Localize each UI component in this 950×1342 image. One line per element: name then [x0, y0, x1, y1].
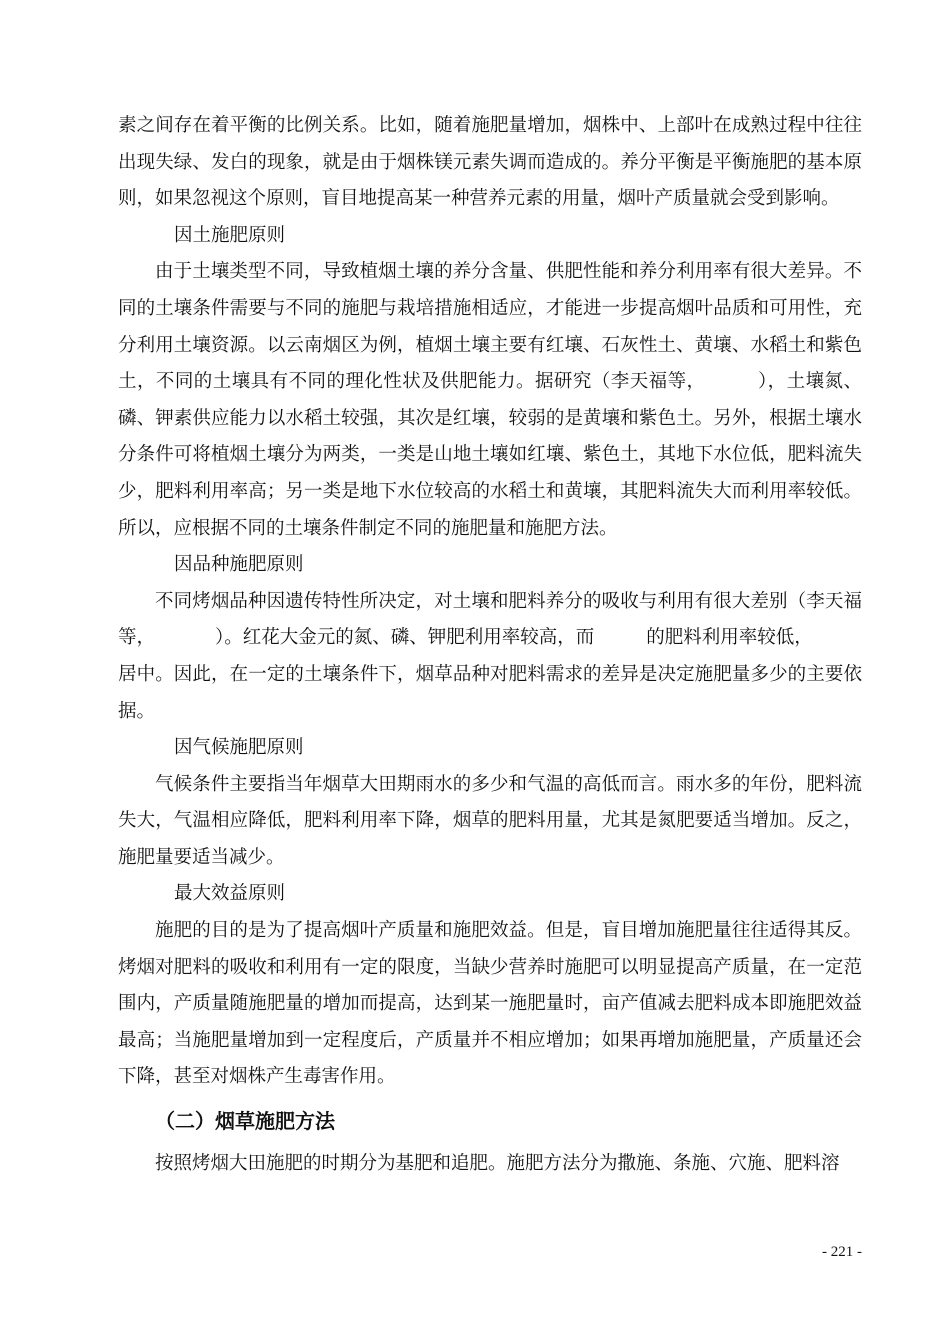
variety-text-part-2: ）。红花大金元的氮、磷、钾肥利用率较高，而: [215, 627, 595, 649]
variety-text-part-1: 不同烤烟品种因遗传特性所决定，对土壤和肥料养分的吸收与利用有很大差别（李天福等，: [118, 590, 862, 649]
variety-text-part-3: 的肥料利用率较低，: [646, 627, 813, 649]
soil-text-part-1: 由于土壤类型不同，导致植烟土壤的养分含量、供肥性能和养分利用率有很大差异。不同的土壤条件需要与不同的施肥与栽培措施相适应，才能进一步提高烟叶品质和可用性，充分利用土壤资源。以云南烟区为例，植烟土壤主要有红壤、石灰性土、黄壤、水稻土和紫色土，不同的土壤具有不同的理化性状及供肥能力。据研究（李天福等，: [118, 261, 862, 393]
paragraph-climate-principle: 气候条件主要指当年烟草大田期雨水的多少和气温的高低而言。雨水多的年份，肥料流失大，气温相应降低，肥料利用率下降，烟草的肥料用量，尤其是氮肥要适当增加。反之，施肥量要适当减少。: [118, 773, 862, 868]
paragraph-soil-principle: [118, 254, 862, 547]
page-number: - 221 -: [822, 1244, 862, 1260]
section-title-fertilization-methods: （二）烟草施肥方法: [155, 1109, 335, 1134]
subheading-variety-principle: 因品种施肥原则: [174, 554, 304, 576]
paragraph-balance-principle: 素之间存在着平衡的比例关系。比如，随着施肥量增加，烟株中、上部叶在成熟过程中往往出现失绿、发白的现象，就是由于烟株镁元素失调而造成的。养分平衡是平衡施肥的基本原则，如果忽视这个原则，盲目地提高某一种营养元素的用量，烟叶产质量就会受到影响。: [118, 115, 862, 210]
variety-text-part-4: 居中。因此，在一定的土壤条件下，烟草品种对肥料需求的差异是决定施肥量多少的主要依据。: [118, 663, 862, 722]
subheading-max-benefit-principle: 最大效益原则: [174, 883, 286, 905]
paragraph-max-benefit-principle: 施肥的目的是为了提高烟叶产质量和施肥效益。但是，盲目增加施肥量往往适得其反。烤烟对肥料的吸收和利用有一定的限度，当缺少营养时施肥可以明显提高产质量，在一定范围内，产质量随施肥量的增加而提高，达到某一施肥量时，亩产值减去肥料成本即施肥效益最高；当施肥量增加到一定程度后，产质量并不相应增加；如果再增加施肥量，产质量还会下降，甚至对烟株产生毒害作用。: [118, 920, 862, 1088]
paragraph-variety-principle: [118, 584, 862, 730]
subheading-soil-principle: 因土施肥原则: [174, 224, 286, 246]
subheading-climate-principle: 因气候施肥原则: [174, 737, 304, 759]
paragraph-fertilization-methods: 按照烤烟大田施肥的时期分为基肥和追肥。施肥方法分为撒施、条施、穴施、肥料溶: [155, 1153, 840, 1175]
soil-text-part-2: ），土壤氮、磷、钾素供应能力以水稻土较强，其次是红壤，较弱的是黄壤和紫色土。另外，根据土壤水分条件可将植烟土壤分为两类，一类是山地土壤如红壤、紫色土，其地下水位低，肥料流失少，肥料利用率高；另一类是地下水位较高的水稻土和黄壤，其肥料流失大而利用率较低。所以，应根据不同的土壤条件制定不同的施肥量和施肥方法。: [118, 371, 862, 539]
document-body: [118, 108, 862, 1183]
